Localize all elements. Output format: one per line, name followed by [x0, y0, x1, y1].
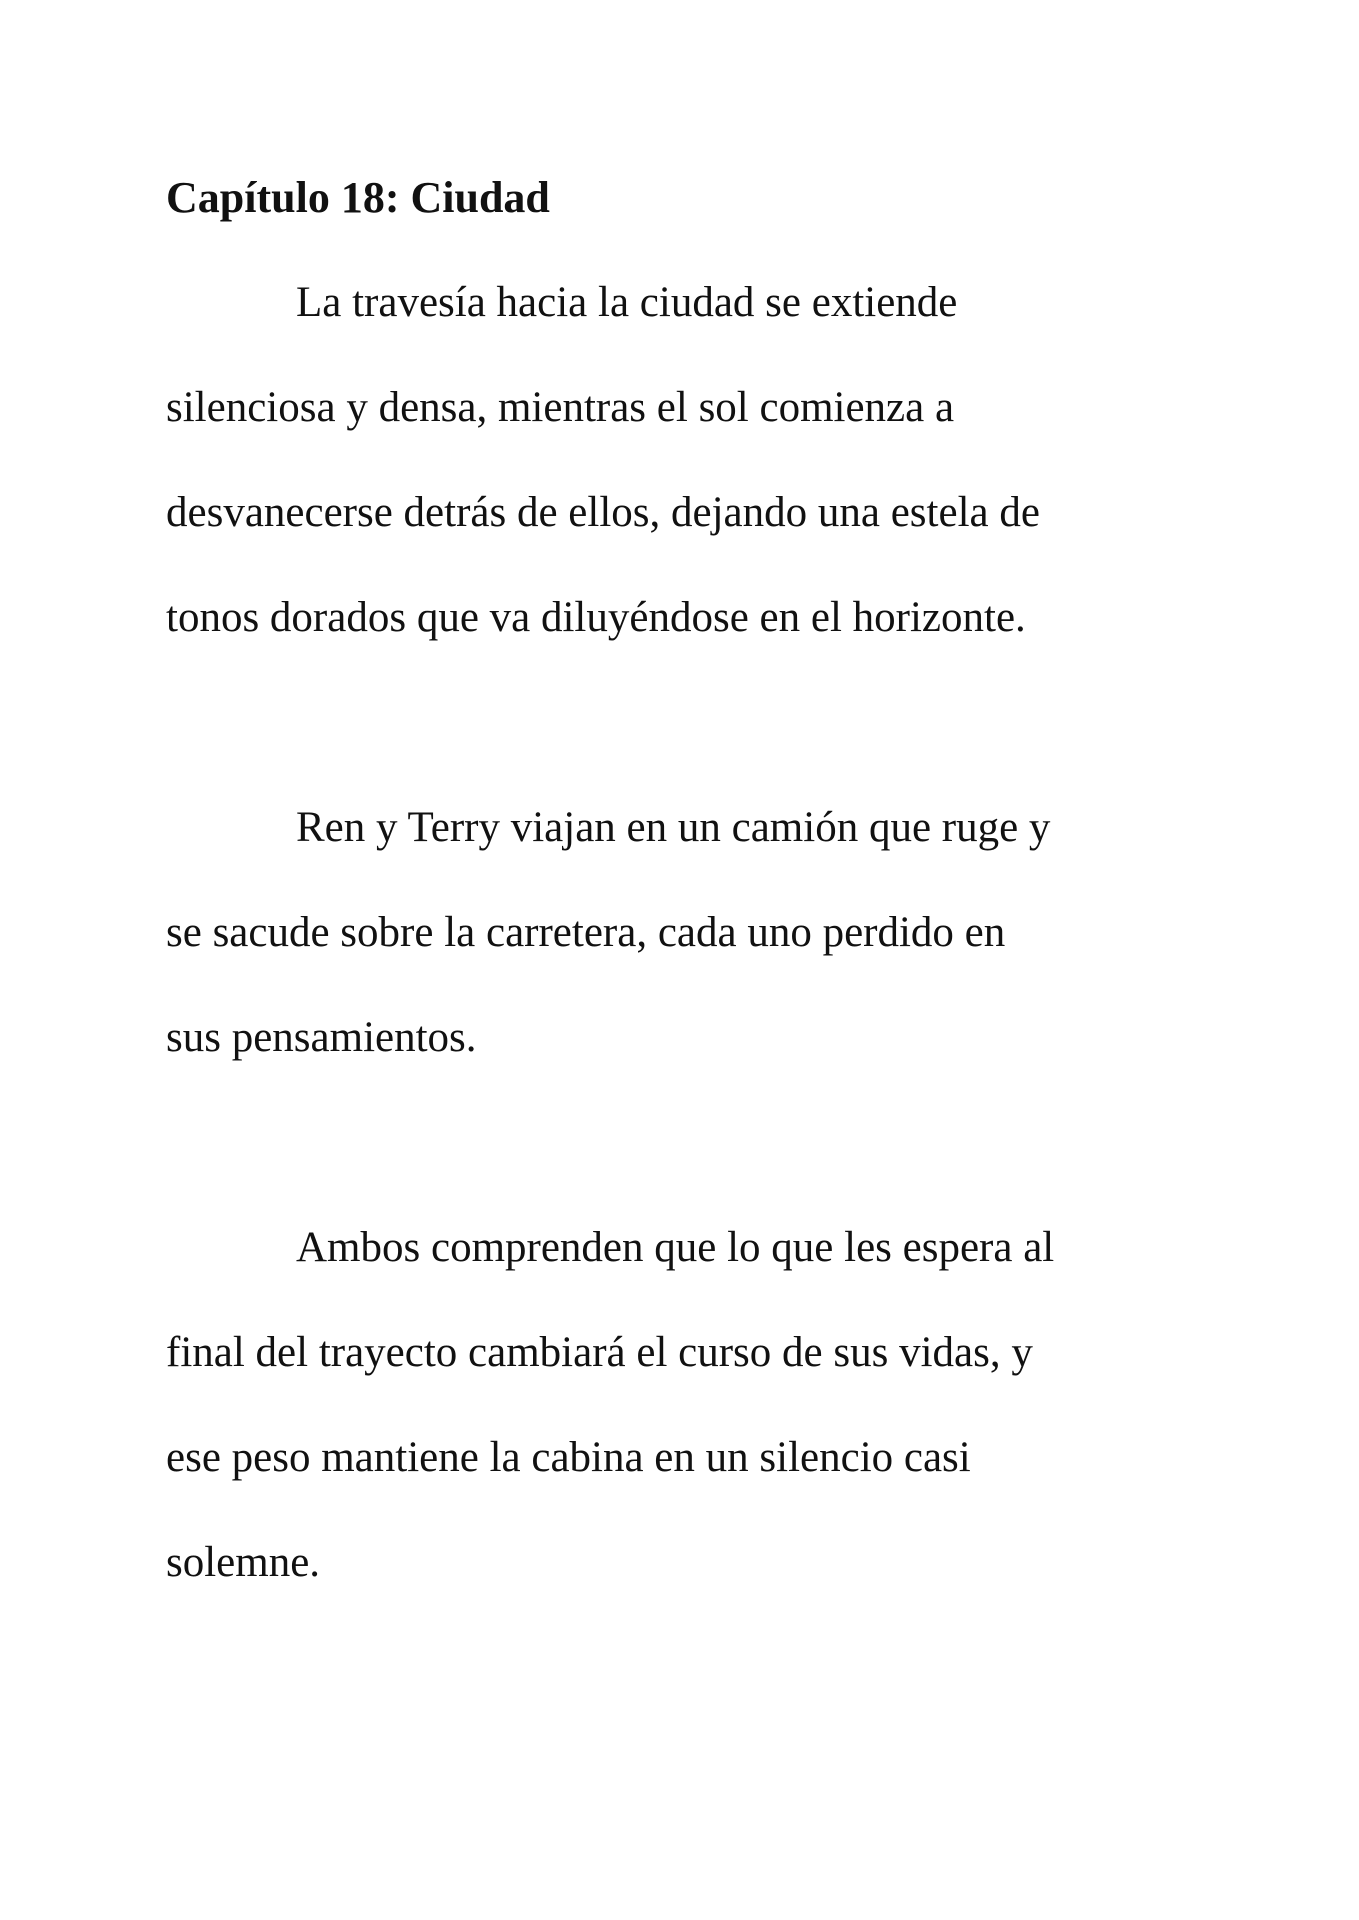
paragraph-line: final del trayecto cambiará el curso de sus vidas, y	[166, 1329, 1033, 1376]
paragraph-line: sus pensamientos.	[166, 1014, 477, 1061]
paragraph-line: tonos dorados que va diluyéndose en el horizonte.	[166, 594, 1026, 641]
paragraph-line: Ambos comprenden que lo que les espera al	[296, 1224, 1055, 1271]
paragraph-line: La travesía hacia la ciudad se extiende	[296, 279, 958, 326]
paragraph-line: se sacude sobre la carretera, cada uno perdido en	[166, 909, 1006, 956]
paragraph-line: desvanecerse detrás de ellos, dejando una estela de	[166, 489, 1040, 536]
chapter-title: Capítulo 18: Ciudad	[166, 173, 550, 222]
paragraph-line: ese peso mantiene la cabina en un silencio casi	[166, 1434, 971, 1481]
paragraph-line: silenciosa y densa, mientras el sol comienza a	[166, 384, 955, 431]
paragraph-line: Ren y Terry viajan en un camión que ruge y	[296, 804, 1051, 851]
paragraph-line: solemne.	[166, 1539, 321, 1586]
